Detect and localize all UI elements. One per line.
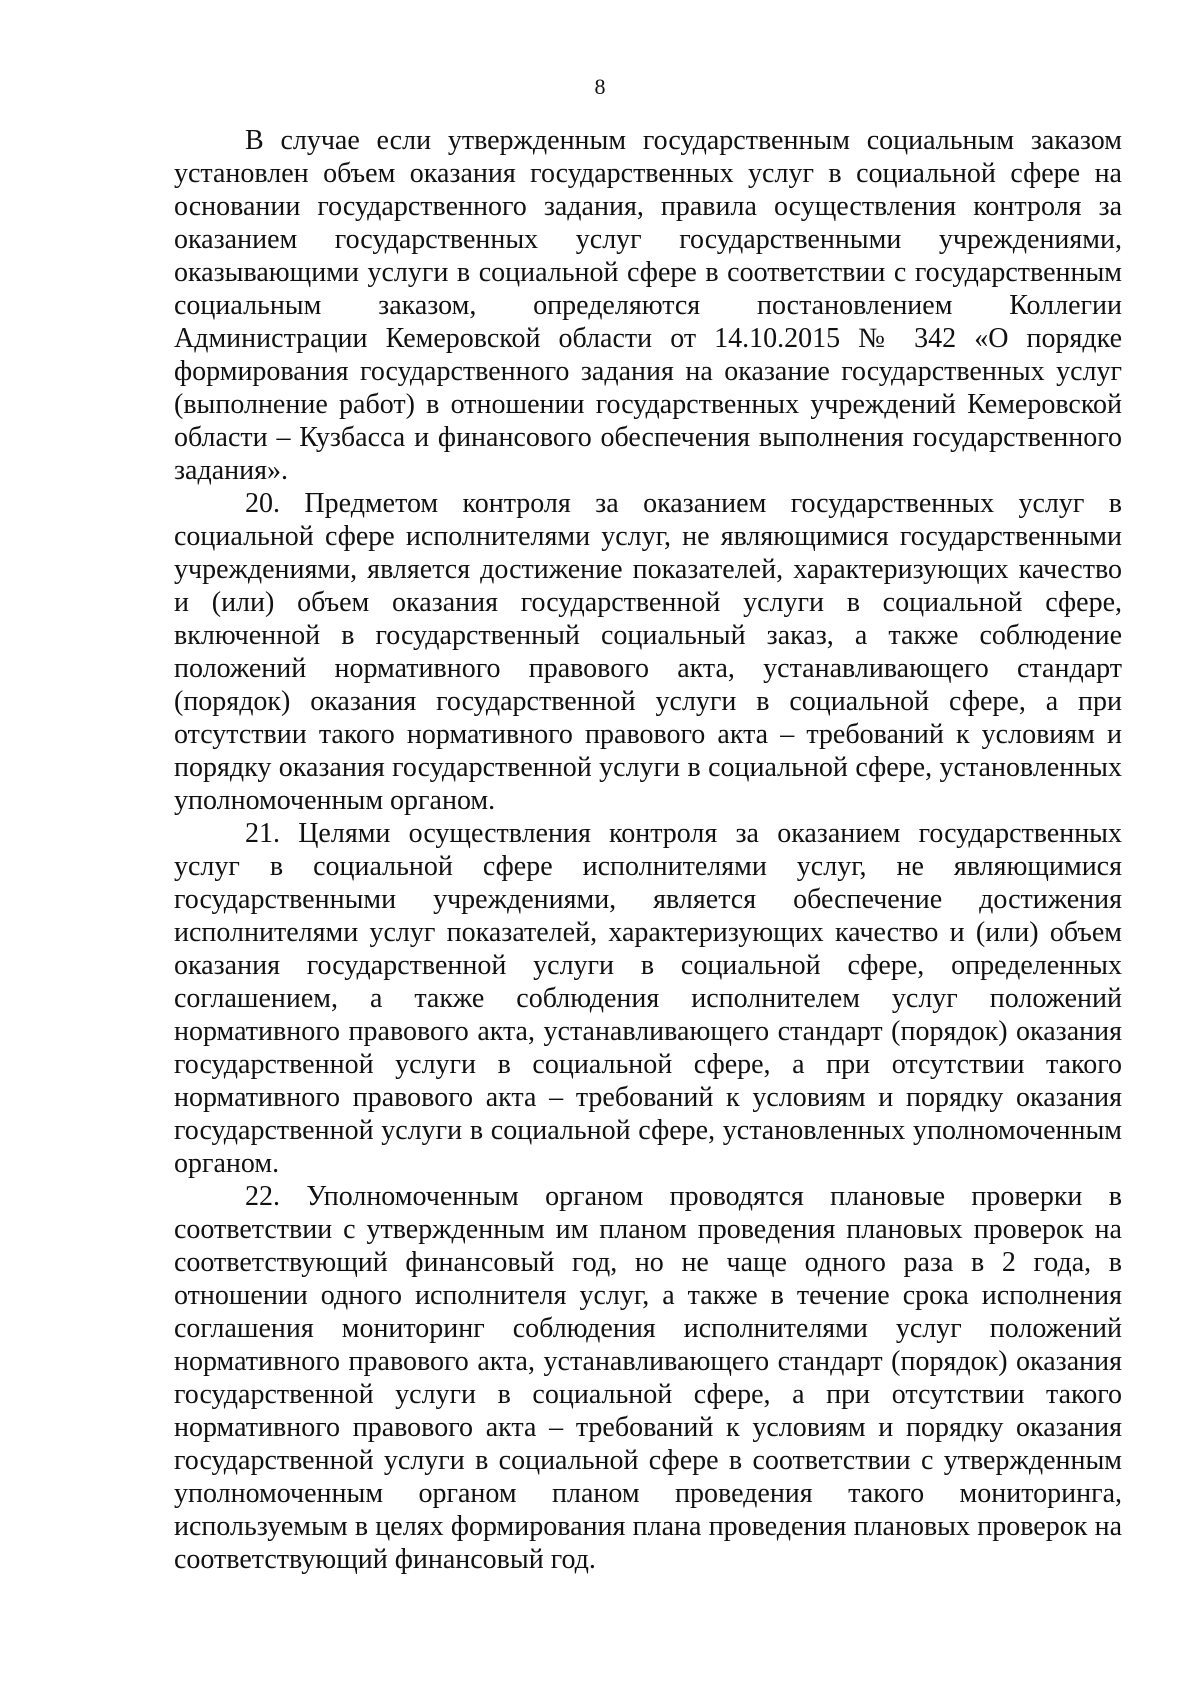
paragraph-22: 22. Уполномоченным органом проводятся плановые проверки в соответствии с утвержденным им планом проведения плановых проверок на соответствующий финансовый год, но не чаще одного раза в 2 года, в отношении одного исполнителя услуг, а также в течение срока исполнения соглашения мониторинг соблюдения исполнителями услуг положений нормативного правового акта, устанавливающего стандарт (порядок) оказания государственной услуги в социальной сфере, а при отсутствии такого нормативного правового акта – требований к условиям и порядку оказания государственной услуги в социальной сфере в соответствии с утвержденным уполномоченным органом планом проведения такого мониторинга, используемым в целях формирования плана проведения плановых проверок на соответствующий финансовый год. (174, 1181, 1122, 1575)
paragraph-intro: В случае если утвержденным государственным социальным заказом установлен объем оказания государственных услуг в социальной сфере на основании государственного задания, правила осуществления контроля за оказанием государственных услуг государственными учреждениями, оказывающими услуги в социальной сфере в соответствии с государственным социальным заказом, определяются постановлением Коллегии Администрации Кемеровской области от 14.10.2015 № 342 «О порядке формирования государственного задания на оказание государственных услуг (выполнение работ) в отношении государственных учреждений Кемеровской области – Кузбасса и финансового обеспечения выполнения государственного задания». (174, 125, 1122, 486)
paragraph-21: 21. Целями осуществления контроля за оказанием государственных услуг в социальной сфере исполнителями услуг, не являющимися государственными учреждениями, является обеспечение достижения исполнителями услуг показателей, характеризующих качество и (или) объем оказания государственной услуги в социальной сфере, определенных соглашением, а также соблюдения исполнителем услуг положений нормативного правового акта, устанавливающего стандарт (порядок) оказания государственной услуги в социальной сфере, а при отсутствии такого нормативного правового акта – требований к условиям и порядку оказания государственной услуги в социальной сфере, установленных уполномоченным органом. (174, 818, 1122, 1179)
document-body (174, 124, 1122, 1576)
page-number: 8 (594, 74, 606, 99)
paragraph-20: 20. Предметом контроля за оказанием государственных услуг в социальной сфере исполнителями услуг, не являющимися государственными учреждениями, является достижение показателей, характеризующих качество и (или) объем оказания государственной услуги в социальной сфере, включенной в государственный социальный заказ, а также соблюдение положений нормативного правового акта, устанавливающего стандарт (порядок) оказания государственной услуги в социальной сфере, а при отсутствии такого нормативного правового акта – требований к условиям и порядку оказания государственной услуги в социальной сфере, установленных уполномоченным органом. (174, 488, 1122, 816)
